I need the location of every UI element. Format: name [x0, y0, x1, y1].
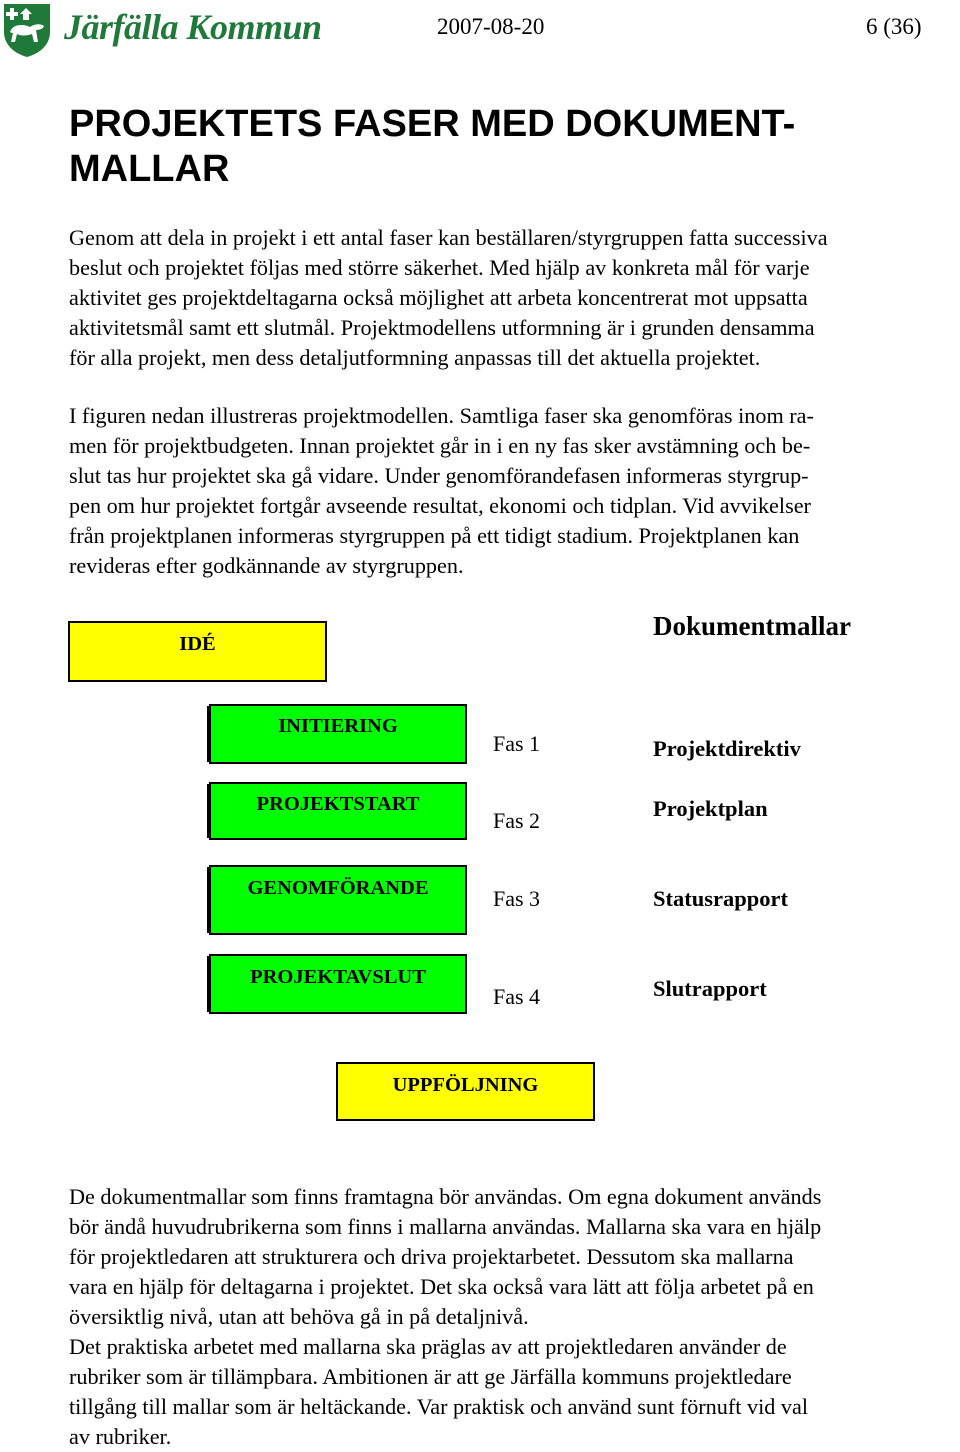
page-number: 6 (36)	[866, 14, 922, 39]
text-line: revideras efter godkännande av styrgruppen.	[69, 553, 464, 578]
page-title	[69, 102, 929, 192]
text-line: Genom att dela in projekt i ett antal faser kan beställaren/styrgruppen fatta successiva	[69, 225, 828, 250]
text-line: tillgång till mallar som är heltäckande. Var praktisk och använd sunt förnuft vid val	[69, 1394, 808, 1419]
text-line: för alla projekt, men dess detaljutformning anpassas till det aktuella projektet.	[69, 345, 761, 370]
idea-box	[68, 621, 327, 682]
intro-paragraph	[69, 223, 949, 373]
text-line: men för projektbudgeten. Innan projektet går in i en ny fas sker avstämning och be-	[69, 433, 811, 458]
followup-label: UPPFÖLJNING	[392, 1074, 539, 1096]
phase-label: INITIERING	[278, 715, 398, 737]
municipality-shield-logo	[2, 2, 52, 58]
phase-label: PROJEKTAVSLUT	[250, 966, 426, 988]
phase-box-initiering	[209, 704, 467, 764]
title-line: MALLAR	[69, 148, 230, 190]
text-line: vara en hjälp för deltagarna i projektet. Det ska också vara lätt att följa arbetet på en	[69, 1274, 814, 1299]
text-line: översiktlig nivå, utan att behöva gå in på detaljnivå.	[69, 1304, 529, 1329]
text-line: aktivitetsmål samt ett slutmål. Projektmodellens utformning är i grunden densamma	[69, 315, 815, 340]
text-line: Det praktiska arbetet med mallarna ska präglas av att projektledaren använder de	[69, 1334, 787, 1359]
phase-number: Fas 3	[493, 886, 541, 911]
phase-box-projektavslut	[209, 954, 467, 1014]
phase-label: GENOMFÖRANDE	[247, 877, 429, 899]
text-line: för projektledaren att strukturera och driva projektarbetet. Dessutom ska mallarna	[69, 1244, 794, 1269]
phase-label: PROJEKTSTART	[256, 793, 420, 815]
phase-number: Fas 4	[493, 984, 541, 1009]
text-line: bör ändå huvudrubrikerna som finns i mallarna användas. Mallarna ska vara en hjälp	[69, 1214, 822, 1239]
text-line: beslut och projektet följas med större säkerhet. Med hjälp av konkreta mål för varje	[69, 255, 810, 280]
text-line: från projektplanen informeras styrgruppen på ett tidigt stadium. Projektplanen kan	[69, 523, 800, 548]
idea-label: IDÉ	[179, 633, 216, 655]
text-line: rubriker som är tillämpbara. Ambitionen är att ge Järfälla kommuns projektledare	[69, 1364, 792, 1389]
template-projektplan: Projektplan	[653, 796, 768, 821]
model-paragraph	[69, 401, 949, 581]
phase-box-projektstart	[209, 782, 467, 840]
template-statusrapport: Statusrapport	[653, 886, 789, 911]
municipality-logo-wordmark: Järfälla Kommun	[64, 7, 322, 47]
template-slutrapport: Slutrapport	[653, 976, 767, 1001]
text-line: pen om hur projektet fortgår avseende resultat, ekonomi och tidplan. Vid avvikelser	[69, 493, 811, 518]
text-line: slut tas hur projektet ska gå vidare. Under genomförandefasen informeras styrgrup-	[69, 463, 809, 488]
text-line: I figuren nedan illustreras projektmodellen. Samtliga faser ska genomföras inom ra-	[69, 403, 814, 428]
text-line: De dokumentmallar som finns framtagna bör användas. Om egna dokument används	[69, 1184, 822, 1209]
document-date: 2007-08-20	[437, 14, 545, 39]
templates-paragraph	[69, 1182, 949, 1332]
text-line: av rubriker.	[69, 1424, 172, 1449]
phase-number: Fas 1	[493, 731, 541, 756]
title-line: PROJEKTETS FASER MED DOKUMENT-	[69, 103, 796, 145]
template-projektdirektiv: Projektdirektiv	[653, 736, 801, 761]
phase-number: Fas 2	[493, 808, 541, 833]
templates-heading: Dokumentmallar	[653, 611, 851, 641]
practice-paragraph	[69, 1332, 949, 1452]
phase-box-genomforande	[209, 865, 467, 935]
text-line: aktivitet ges projektdeltagarna också möjlighet att arbeta koncentrerat mot uppsatta	[69, 285, 808, 310]
followup-box	[336, 1062, 595, 1121]
